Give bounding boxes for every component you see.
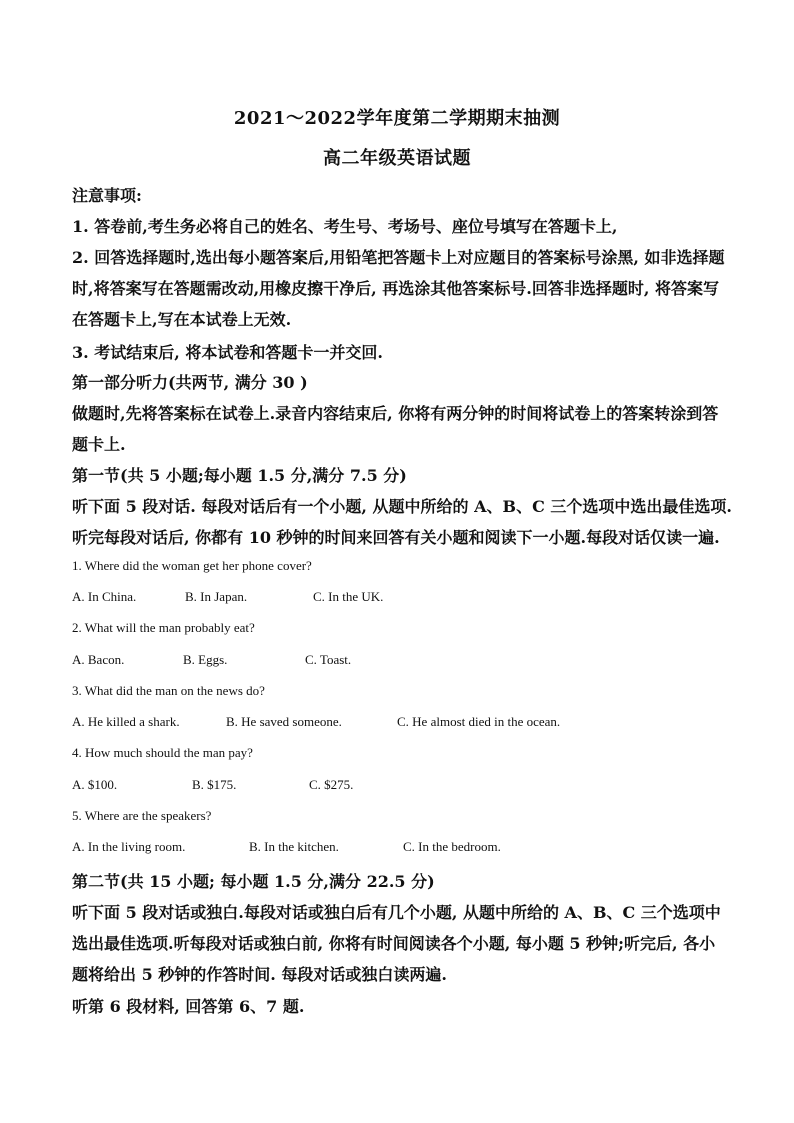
option-b: B. In the kitchen. [249, 839, 339, 854]
section2-instructions: 题将给出 5 秒钟的作答时间. 每段对话或独白读两遍. [72, 965, 447, 984]
option-a: A. In the living room. [72, 839, 186, 854]
option-a: A. Bacon. [72, 652, 125, 667]
option-b: B. Eggs. [183, 652, 228, 667]
notes-heading: 注意事项: [72, 186, 142, 205]
option-a: A. $100. [72, 777, 118, 792]
part1-instructions: 题卡上. [72, 435, 126, 454]
option-c: C. In the UK. [313, 589, 384, 604]
option-a: A. He killed a shark. [72, 714, 180, 729]
question-text: 1. Where did the woman get her phone cover? [72, 558, 312, 573]
question-text: 3. What did the man on the news do? [72, 683, 265, 698]
question-text: 5. Where are the speakers? [72, 808, 212, 823]
section2-subheading: 听第 6 段材料, 回答第 6、7 题. [72, 997, 305, 1016]
option-a: A. In China. [72, 589, 137, 604]
question-text: 2. What will the man probably eat? [72, 620, 255, 635]
notes-line: 在答题卡上,写在本试卷上无效. [72, 310, 292, 329]
section2-instructions: 听下面 5 段对话或独白.每段对话或独白后有几个小题, 从题中所给的 A、B、C 三个选项中 [72, 903, 721, 922]
notes-line: 3. 考试结束后, 将本试卷和答题卡一并交回. [72, 343, 383, 362]
part1-heading: 第一部分听力(共两节, 满分 30 ) [72, 373, 308, 392]
section2-heading: 第二节(共 15 小题; 每小题 1.5 分,满分 22.5 分) [72, 872, 435, 891]
exam-title: 2021～2022学年度第二学期期末抽测 [233, 108, 561, 129]
section2-instructions: 选出最佳选项.听每段对话或独白前, 你将有时间阅读各个小题, 每小题 5 秒钟;听完后, 各小 [72, 934, 716, 953]
part1-instructions: 做题时,先将答案标在试卷上.录音内容结束后, 你将有两分钟的时间将试卷上的答案转涂到答 [72, 404, 719, 423]
option-c: C. $275. [309, 777, 354, 792]
section1-heading: 第一节(共 5 小题;每小题 1.5 分,满分 7.5 分) [72, 466, 407, 485]
option-b: B. In Japan. [185, 589, 248, 604]
option-c: C. In the bedroom. [403, 839, 501, 854]
section1-instructions: 听下面 5 段对话. 每段对话后有一个小题, 从题中所给的 A、B、C 三个选项中选出最佳选项. [72, 497, 732, 516]
option-c: C. He almost died in the ocean. [397, 714, 561, 729]
option-c: C. Toast. [305, 652, 352, 667]
section1-instructions: 听完每段对话后, 你都有 10 秒钟的时间来回答有关小题和阅读下一小题.每段对话仅读一遍. [72, 528, 720, 547]
option-b: B. He saved someone. [226, 714, 342, 729]
notes-line: 1. 答卷前,考生务必将自己的姓名、考生号、考场号、座位号填写在答题卡上, [72, 217, 618, 236]
option-b: B. $175. [192, 777, 237, 792]
notes-line: 时,将答案写在答题需改动,用橡皮擦干净后, 再选涂其他答案标号.回答非选择题时, 将答案写 [72, 279, 719, 298]
notes-line: 2. 回答选择题时,选出每小题答案后,用铅笔把答题卡上对应题目的答案标号涂黑, 如非选择题 [72, 248, 725, 267]
question-text: 4. How much should the man pay? [72, 745, 253, 760]
exam-subtitle: 高二年级英语试题 [323, 148, 471, 169]
